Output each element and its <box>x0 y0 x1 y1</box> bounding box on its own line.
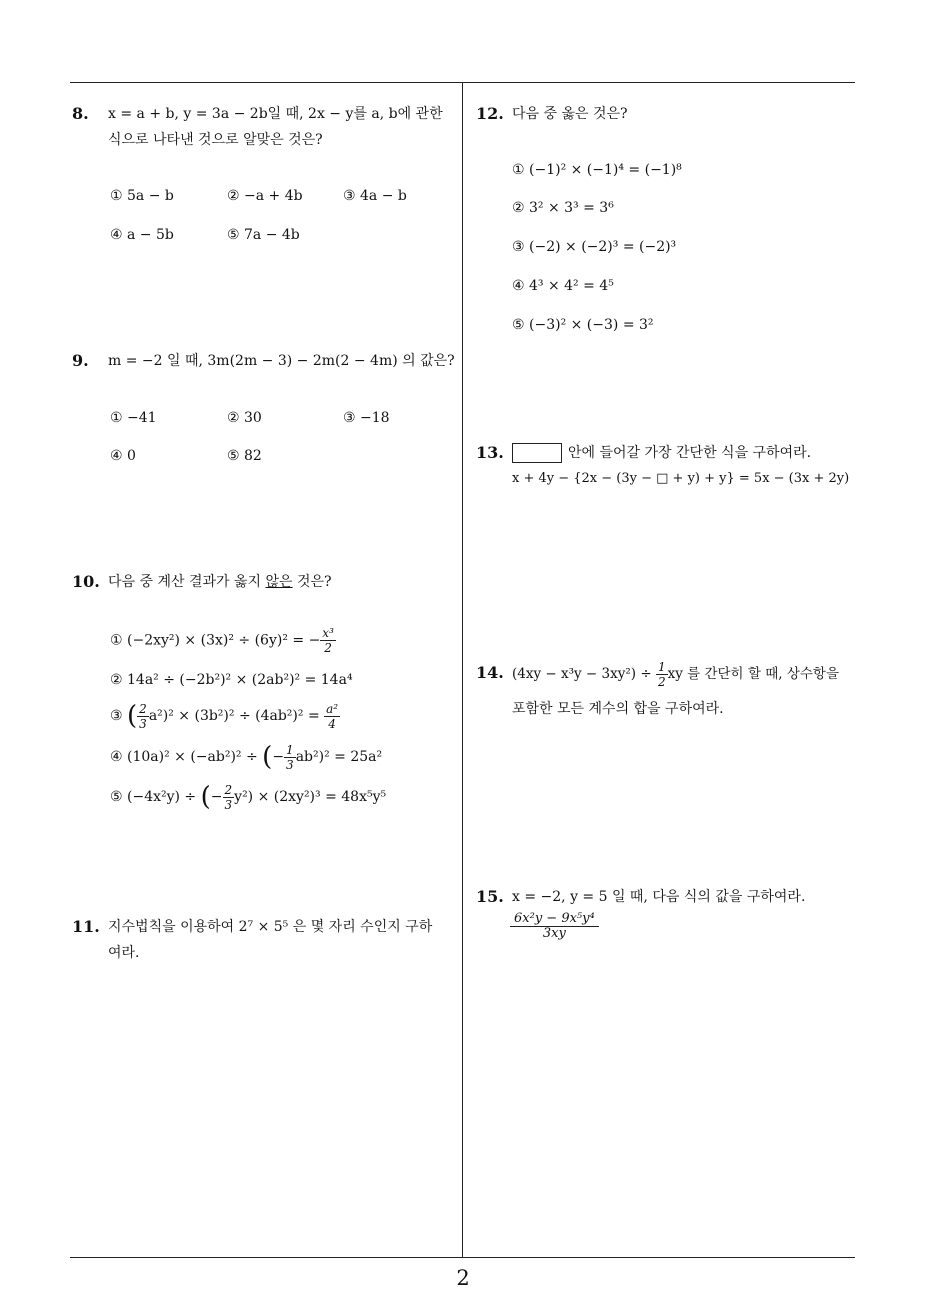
underlined-word: 않은 <box>265 574 293 590</box>
question-stem: x = −2, y = 5 일 때, 다음 식의 값을 구하여라. <box>512 889 806 905</box>
page-number: 2 <box>456 1266 470 1290</box>
option-2[interactable]: ② 3² × 3³ = 3⁶ <box>512 200 614 216</box>
question-number: 14. <box>476 663 504 682</box>
option-2[interactable]: ② 30 <box>227 410 262 426</box>
option-4[interactable]: ④ a − 5b <box>110 227 174 243</box>
question-number: 15. <box>476 887 504 906</box>
option-1[interactable]: ① (−1)² × (−1)⁴ = (−1)⁸ <box>512 162 682 178</box>
fraction: $\frac{\text{a²}}{4}$ <box>326 701 339 731</box>
option-4[interactable]: ④ 0 <box>110 448 136 464</box>
option-5[interactable]: ⑤ 82 <box>227 448 262 464</box>
option-1[interactable]: ① −41 <box>110 410 157 426</box>
question-number: 10. <box>72 572 100 591</box>
option-3[interactable]: ③ 4a − b <box>343 188 407 204</box>
fraction: $\frac{2}{3}$ <box>224 782 233 812</box>
question-stem: m = −2 일 때, 3m(2m − 3) − 2m(2 − 4m) 의 값은? <box>108 353 455 369</box>
fraction: $\frac{1}{2}$ <box>657 660 666 689</box>
question-stem: 안에 들어갈 가장 간단한 식을 구하여라. <box>512 440 811 466</box>
option-3[interactable]: ③ −18 <box>343 410 390 426</box>
question-stem: 지수법칙을 이용하여 2⁷ × 5⁵ 은 몇 자리 수인지 구하 <box>108 919 433 935</box>
option-3[interactable]: ③ (−2) × (−2)³ = (−2)³ <box>512 239 677 255</box>
fraction: $\frac{1}{3}$ <box>286 742 294 772</box>
question-stem: x = a + b, y = 3a − 2b일 때, 2x − y를 a, b에 관한 <box>108 106 443 122</box>
option-2[interactable]: ② 14a² ÷ (−2b²)² × (2ab²)² = 14a⁴ <box>110 672 353 688</box>
option-4[interactable]: ④ (10a)² × (−ab²)² ÷ (− $\frac{1}{3}$ ab²)² = 25a² <box>110 742 383 772</box>
question-number: 12. <box>476 104 504 123</box>
option-5[interactable]: ⑤ (−4x²y) ÷ (− $\frac{2}{3}$ y²) × (2xy²)³ = 48x⁵y⁵ <box>110 782 387 812</box>
question-stem: 다음 중 옳은 것은? <box>512 106 628 122</box>
fraction: $\frac{\text{6x²y − 9x⁵y⁴}}{3xy}$ <box>510 912 599 941</box>
option-4[interactable]: ④ 4³ × 4² = 4⁵ <box>512 278 614 294</box>
option-2[interactable]: ② −a + 4b <box>227 188 303 204</box>
question-stem-line2: 포함한 모든 계수의 합을 구하여라. <box>512 701 724 717</box>
question-stem-line2: 여라. <box>108 945 140 961</box>
option-5[interactable]: ⑤ (−3)² × (−3) = 3² <box>512 317 654 333</box>
answer-box[interactable] <box>512 443 562 463</box>
question-number: 11. <box>72 917 100 936</box>
bottom-rule <box>70 1257 855 1258</box>
question-stem-line2: 식으로 나타낸 것으로 알맞은 것은? <box>108 132 323 148</box>
question-number: 13. <box>476 443 504 462</box>
question-stem: (4xy − x³y − 3xy²) ÷ $\frac{1}{2}$ xy 를 간단히 할 때, 상수항을 <box>512 660 839 689</box>
fraction: $\frac{\text{x³}}{2}$ <box>322 626 334 655</box>
option-5[interactable]: ⑤ 7a − 4b <box>227 227 300 243</box>
option-1[interactable]: ① (−2xy²) × (3x)² ÷ (6y)² = − $\frac{\text{x³}}{2}$ <box>110 626 334 655</box>
column-divider <box>462 82 463 1258</box>
option-1[interactable]: ① 5a − b <box>110 188 174 204</box>
question-number: 9. <box>72 351 89 370</box>
question-expression: x + 4y − {2x − (3y − □ + y) + y} = 5x − (3x + 2y) <box>512 471 850 486</box>
question-stem: 다음 중 계산 결과가 옳지 않은 것은? <box>108 574 332 590</box>
option-3[interactable]: ③ ( $\frac{2}{3}$ a²)² × (3b²)² ÷ (4ab²)² = $\frac{\text{a²}}{4}$ <box>110 701 339 731</box>
expression-fraction <box>510 912 599 941</box>
fraction: $\frac{2}{3}$ <box>139 701 147 731</box>
question-number: 8. <box>72 104 89 123</box>
